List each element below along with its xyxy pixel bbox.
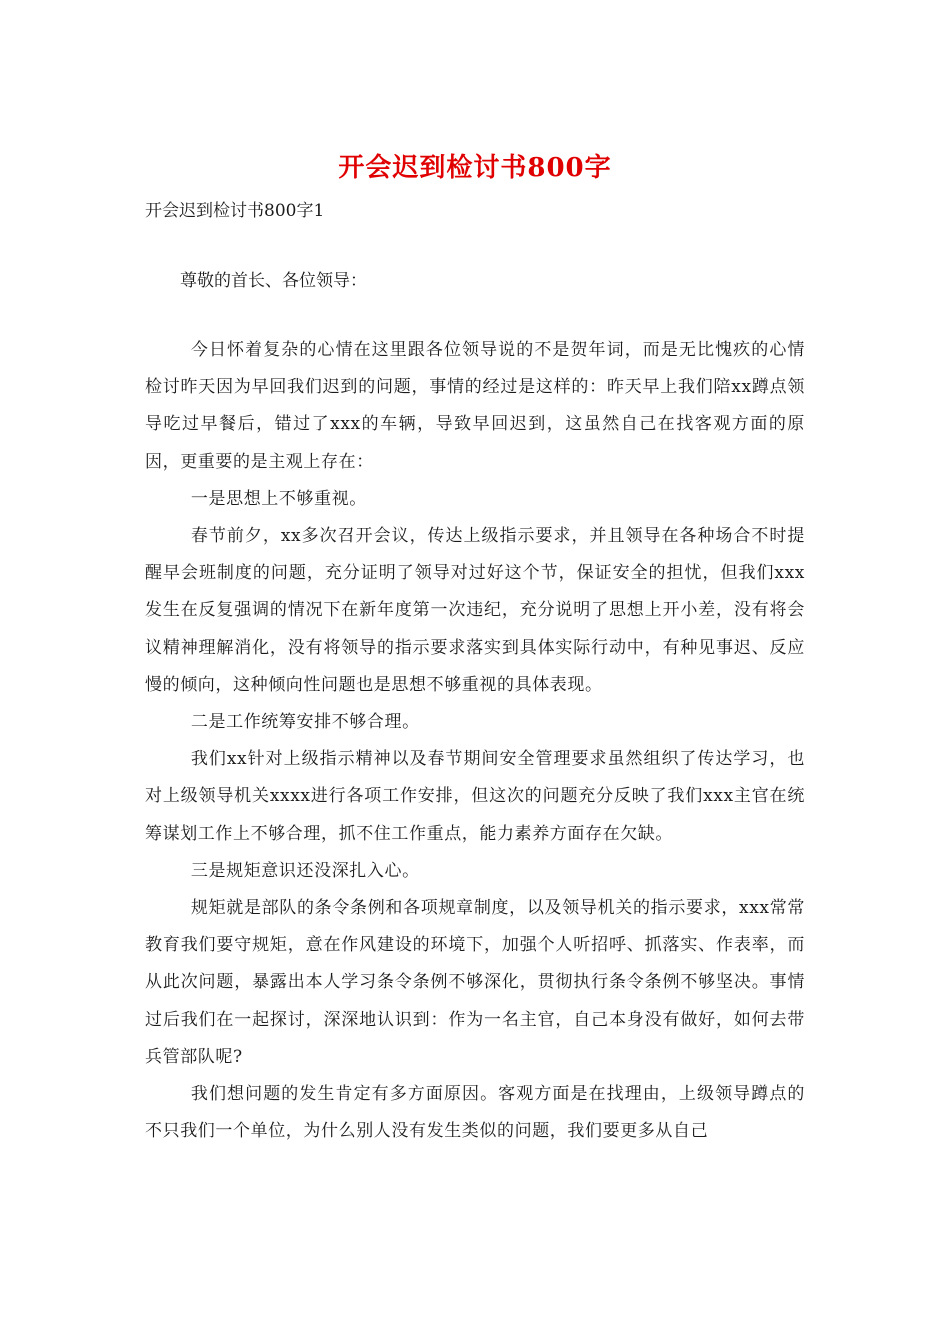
paragraph: 我们想问题的发生肯定有多方面原因。客观方面是在找理由，上级领导蹲点的不只我们一个单位，为什么别人没有发生类似的问题，我们要更多从自己 xyxy=(145,1084,805,1142)
salutation: 尊敬的首长、各位领导： xyxy=(180,271,367,291)
paragraph: 一是思想上不够重视。 xyxy=(190,488,367,509)
document-title: 开会迟到检讨书800字 xyxy=(338,153,612,183)
paragraph: 二是工作统筹安排不够合理。 xyxy=(190,712,420,733)
paragraph: 今日怀着复杂的心情在这里跟各位领导说的不是贺年词，而是无比愧疚的心情检讨昨天因为早回我们迟到的问题，事情的经过是这样的：昨天早上我们陪xx蹲点领导吃过早餐后，错过了xxx的车辆，导致早回迟到，这虽然自己在找客观方面的原因，更重要的是主观上存在： xyxy=(145,340,805,472)
paragraph: 三是规矩意识还没深扎入心。 xyxy=(190,860,420,881)
document-subtitle: 开会迟到检讨书800字1 xyxy=(145,201,325,221)
document-body xyxy=(145,332,805,1150)
paragraph: 我们xx针对上级指示精神以及春节期间安全管理要求虽然组织了传达学习，也对上级领导机关xxxx进行各项工作安排，但这次的问题充分反映了我们xxx主官在统筹谋划工作上不够合理，抓不住工作重点，能力素养方面存在欠缺。 xyxy=(145,749,805,844)
paragraph: 规矩就是部队的条令条例和各项规章制度，以及领导机关的指示要求，xxx常常教育我们要守规矩，意在作风建设的环境下，加强个人听招呼、抓落实、作表率，而从此次问题，暴露出本人学习条令条例不够深化，贯彻执行条令条例不够坚决。事情过后我们在一起探讨，深深地认识到：作为一名主官，自己本身没有做好，如何去带兵管部队呢? xyxy=(145,898,805,1067)
paragraph: 春节前夕，xx多次召开会议，传达上级指示要求，并且领导在各种场合不时提醒早会班制度的问题，充分证明了领导对过好这个节，保证安全的担忧，但我们xxx发生在反复强调的情况下在新年度第一次违纪，充分说明了思想上开小差，没有将会议精神理解消化，没有将领导的指示要求落实到具体实际行动中，有种见事迟、反应慢的倾向，这种倾向性问题也是思想不够重视的具体表现。 xyxy=(145,526,805,695)
